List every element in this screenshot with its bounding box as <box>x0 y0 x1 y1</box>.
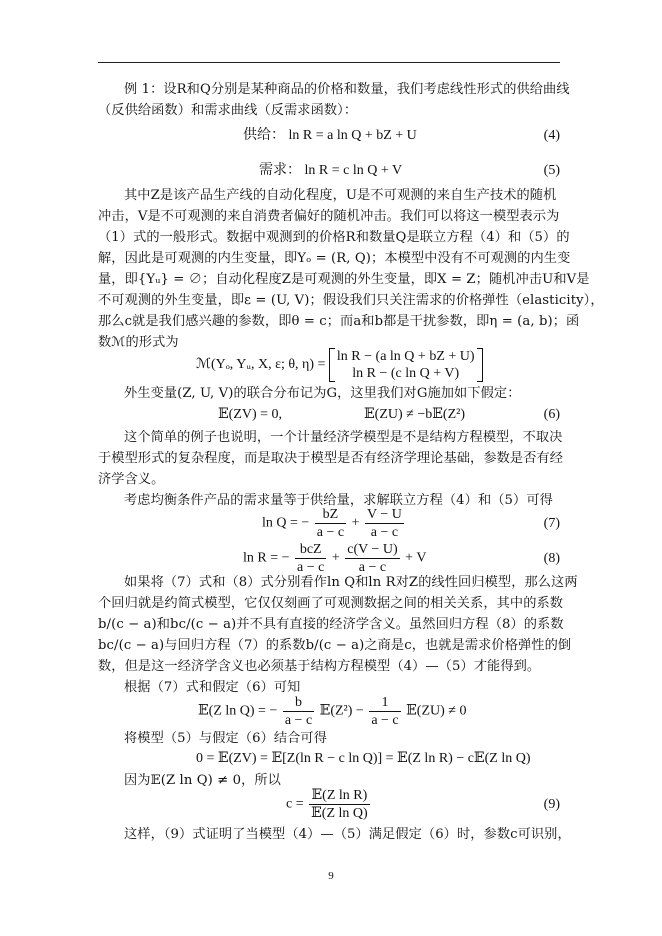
text-line-11: 外生变量(Z, U, V)的联合分布记为G，这里我们对G施加如下假定： <box>124 386 521 401</box>
assumption-b: 𝔼(ZU) ≠ −b𝔼(Z²) <box>364 407 465 422</box>
e9-fraction: $\frac{\text{𝔼(Z ln R)}}{\text{𝔼(Z ln Q)}}$ <box>311 788 368 821</box>
equation-combined: 0 = 𝔼(ZV) = 𝔼[Z(ln R − c ln Q)] = 𝔼(Z ln R) − c𝔼(Z ln Q) <box>196 751 531 766</box>
e8-fraction-1: $\frac{\text{bcZ}}{a - c}$ <box>297 542 325 575</box>
e8-fraction-2: $\frac{c(V - U)}{a - c}$ <box>347 542 398 575</box>
text-line-23: 因为𝔼(Z ln Q) ≠ 0，所以 <box>124 773 281 788</box>
equation-number-4: (4) <box>543 128 560 143</box>
text-line-15: 考虑均衡条件产品的需求量等于供给量，求解联立方程（4）和（5）可得 <box>124 493 553 508</box>
equation-7 <box>262 506 406 541</box>
text-line-24: 这样，（9）式证明了当模型（4）—（5）满足假定（6）时，参数c可识别， <box>124 827 571 842</box>
header-rule <box>98 62 560 63</box>
equation-9 <box>286 787 372 822</box>
text-line-17: 个回归就是约简式模型，它仅仅刻画了可观测数据之间的相关关系，其中的系数 <box>98 596 564 611</box>
e7-fraction-1: $\frac{bZ}{a - c}$ <box>316 507 345 540</box>
text-line-5: （1）式的一般形式。数据中观测到的价格R和数量Q是联立方程（4）和（5）的 <box>98 230 570 245</box>
page-number: 9 <box>328 870 334 882</box>
equation-number-6: (6) <box>543 407 560 422</box>
text-line-12: 这个简单的例子也说明，一个计量经济学模型是不是结构方程模型，不取决 <box>124 430 563 445</box>
equation-number-7: (7) <box>543 516 560 531</box>
equation-number-5: (5) <box>543 163 560 178</box>
equation-8 <box>243 541 426 576</box>
ez-lhs: 𝔼(Z ln Q) = − <box>198 703 278 719</box>
equation-supply: 供给： ln R = a ln Q + bZ + U <box>243 128 417 143</box>
ez-tail: 𝔼(ZU) ≠ 0 <box>406 703 467 719</box>
text-line-7: 量，即{Yᵤ} = ∅；自动化程度Z是可观测的外生变量，即X = Z；随机冲击U和V是 <box>98 272 590 287</box>
m-row-1: ln R − (a ln Q + bZ + U) <box>336 349 475 364</box>
text-line-6: 解，因此是可观测的内生变量，即Yₒ = (R, Q)；本模型中没有不可观测的内生变 <box>98 251 571 266</box>
e7-plus: + <box>351 515 360 531</box>
text-line-14: 济学含义。 <box>98 472 165 487</box>
text-line-19: bc/(c − a)与回归方程（7）的系数b/(c − a)之商是c，也就是需求价格弹性的倒 <box>98 638 572 653</box>
text-line-18: b/(c − a)和bc/(c − a)并不具有直接的经济学含义。虽然回归方程（8）的系数 <box>98 617 564 632</box>
m-matrix <box>329 348 483 382</box>
e8-lhs: ln R = − <box>243 550 290 566</box>
ez-mid: 𝔼(Z²) − <box>319 703 364 719</box>
text-line-9: 那么c就是我们感兴趣的参数，即θ = c；而a和b都是干扰参数，即η = (a, b)；函 <box>98 314 580 329</box>
equation-demand: 需求： ln R = c ln Q + V <box>259 163 403 178</box>
equation-ez-lnq <box>198 694 466 729</box>
text-line-4: 冲击，V是不可观测的来自消费者偏好的随机冲击。我们可以将这一模型表示为 <box>98 209 560 224</box>
assumption-a: 𝔼(ZV) = 0, <box>218 407 283 422</box>
equation-number-9: (9) <box>543 797 560 812</box>
ez-fraction-1: $\frac{b}{a - c}$ <box>284 695 313 728</box>
e9-lhs: c = <box>286 796 304 812</box>
text-line-1: 例 1：设R和Q分别是某种商品的价格和数量，我们考虑线性形式的供给曲线 <box>124 82 570 97</box>
ez-fraction-2: $\frac{1}{a - c}$ <box>371 695 399 728</box>
text-line-16: 如果将（7）式和（8）式分别看作ln Q和ln R对Z的线性回归模型，那么这两 <box>124 575 578 590</box>
e7-fraction-2: $\frac{V - U}{a - c}$ <box>367 507 402 540</box>
equation-m-form <box>196 348 483 382</box>
text-line-2: （反供给函数）和需求曲线（反需求函数）： <box>98 103 358 118</box>
m-row-2: ln R − (c ln Q + V) <box>352 366 460 381</box>
text-line-22: 将模型（5）与假定（6）结合可得 <box>124 731 328 746</box>
text-line-21: 根据（7）式和假定（6）可知 <box>124 680 301 695</box>
text-line-3: 其中Z是该产品生产线的自动化程度，U是不可观测的来自生产技术的随机 <box>124 188 557 203</box>
m-lhs: ℳ(Yₒ, Yᵤ, X, ε; θ, η) = <box>196 357 326 373</box>
text-line-8: 不可观测的外生变量，即ε = (U, V)；假设我们只关注需求的价格弹性（elasticity）， <box>98 293 604 308</box>
e7-lhs: ln Q = − <box>262 515 310 531</box>
equation-number-8: (8) <box>543 551 560 566</box>
e8-plus: + <box>331 550 340 566</box>
e8-tail: + V <box>405 550 427 566</box>
text-line-20: 数，但是这一经济学含义也必须基于结构方程模型（4）—（5）才能得到。 <box>98 659 541 674</box>
text-line-13: 于模型形式的复杂程度，而是取决于模型是否有经济学理论基础，参数是否有经 <box>98 451 564 466</box>
text-line-10: 数ℳ的形式为 <box>98 335 179 350</box>
